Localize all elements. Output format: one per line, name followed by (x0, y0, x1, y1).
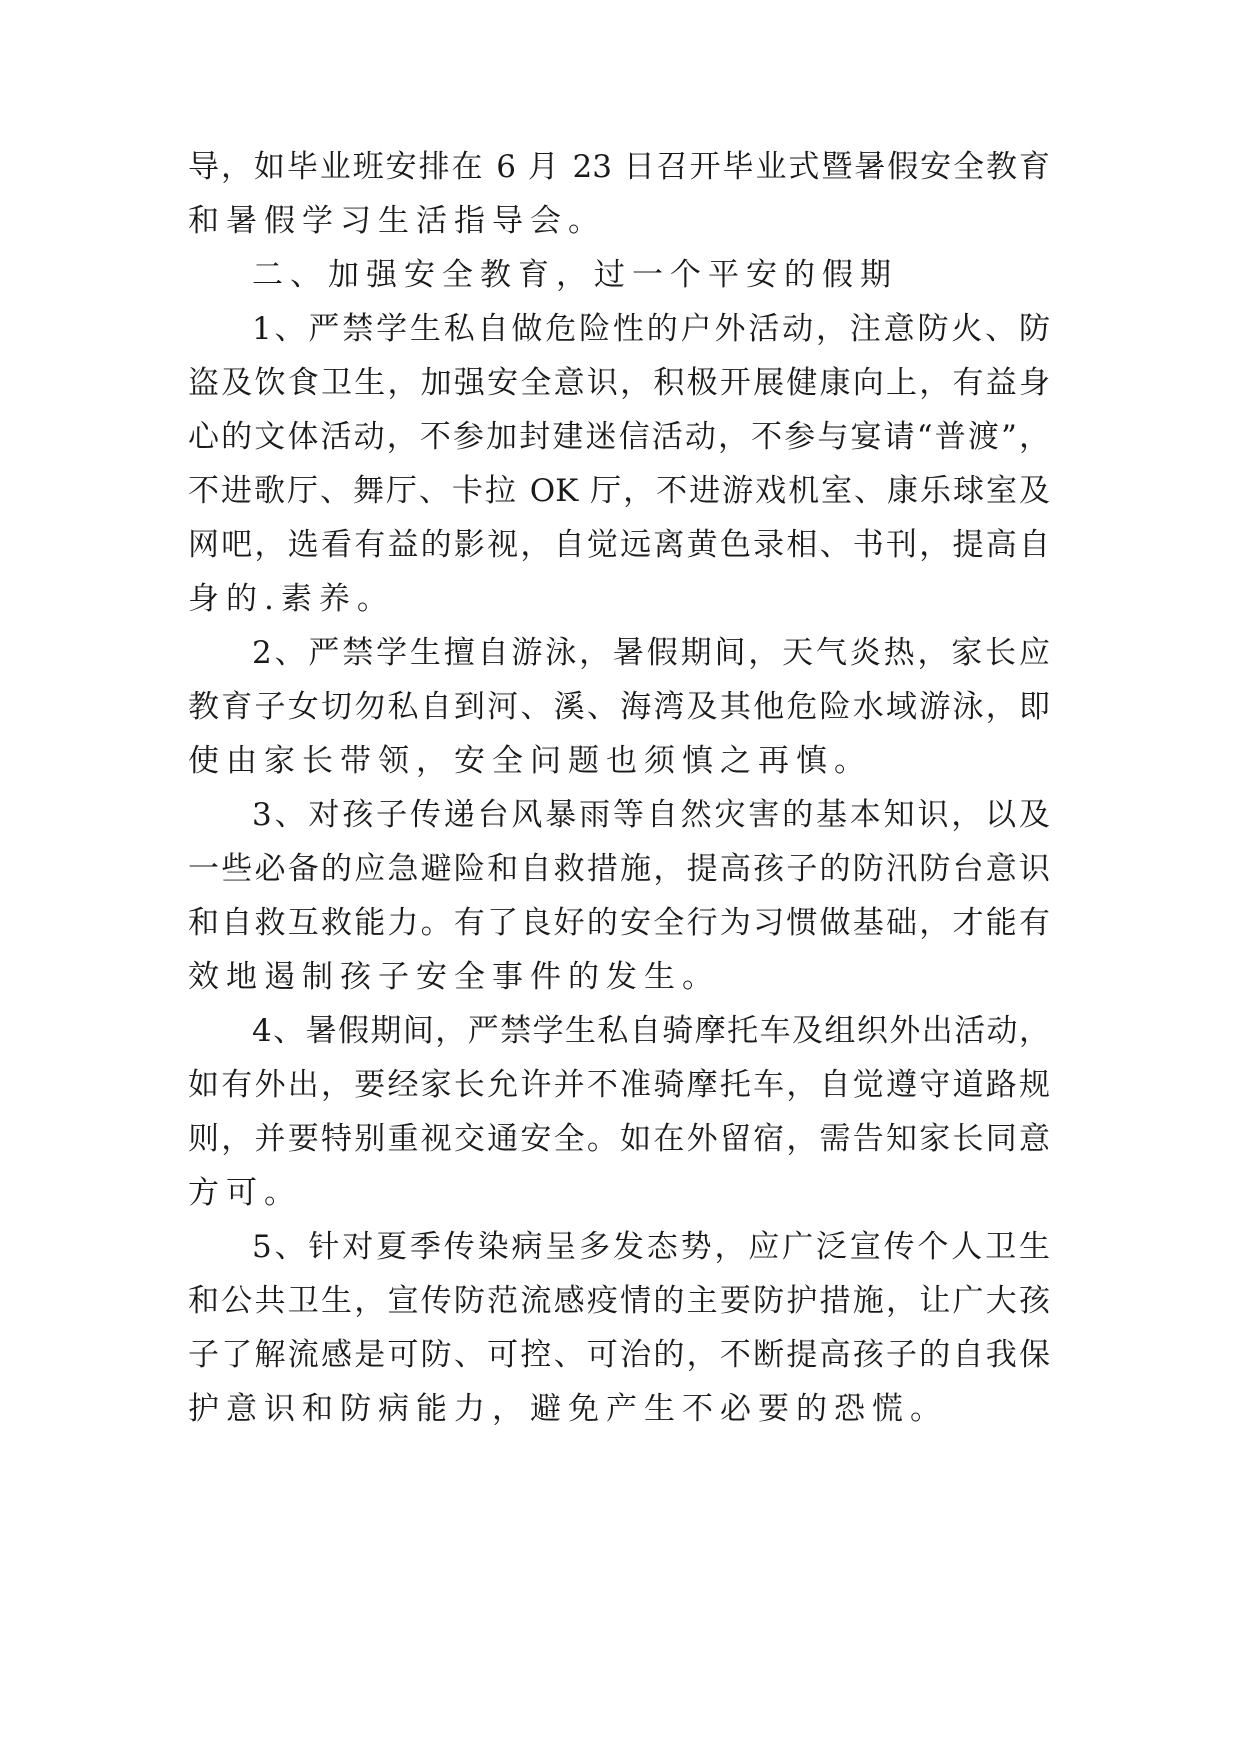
text-line: 和公共卫生，宣传防范流感疫情的主要防护措施，让广大孩 (188, 1283, 1050, 1319)
text-line: 3、对孩子传递台风暴雨等自然灾害的基本知识，以及 (252, 797, 1050, 833)
text-line: 2、严禁学生擅自游泳，暑假期间，天气炎热，家长应 (252, 635, 1050, 671)
text-line: 盗及饮食卫生，加强安全意识，积极开展健康向上，有益身 (188, 365, 1050, 401)
text-line: 教育子女切勿私自到河、溪、海湾及其他危险水域游泳，即 (188, 689, 1050, 725)
text-line: 4、暑假期间，严禁学生私自骑摩托车及组织外出活动， (252, 1013, 1050, 1049)
text-line: 心的文体活动，不参加封建迷信活动，不参与宴请“普渡”， (188, 419, 1050, 455)
text-line: 5、针对夏季传染病呈多发态势，应广泛宣传个人卫生 (252, 1229, 1050, 1265)
text-line: 一些必备的应急避险和自救措施，提高孩子的防汛防台意识 (188, 851, 1050, 887)
text-line: 1、严禁学生私自做危险性的户外活动，注意防火、防 (252, 311, 1050, 347)
text-line: 子了解流感是可防、可控、可治的，不断提高孩子的自我保 (188, 1337, 1050, 1373)
text-line: 不进歌厅、舞厅、卡拉 OK 厅，不进游戏机室、康乐球室及 (188, 473, 1050, 509)
text-line: 效地遏制孩子安全事件的发生。 (188, 959, 720, 995)
text-line: 使由家长带领，安全问题也须慎之再慎。 (188, 743, 872, 779)
text-line: 护意识和防病能力，避免产生不必要的恐慌。 (188, 1391, 948, 1427)
text-line: 如有外出，要经家长允许并不准骑摩托车，自觉遵守道路规 (188, 1067, 1050, 1103)
text-line: 身的.素养。 (188, 581, 395, 617)
text-line: 和暑假学习生活指导会。 (188, 203, 606, 239)
text-line: 方可。 (188, 1175, 302, 1211)
text-line: 和自救互救能力。有了良好的安全行为习惯做基础，才能有 (188, 905, 1050, 941)
text-line: 则，并要特别重视交通安全。如在外留宿，需告知家长同意 (188, 1121, 1050, 1157)
section-heading: 二、加强安全教育，过一个平安的假期 (252, 257, 898, 293)
text-line: 导，如毕业班安排在 6 月 23 日召开毕业式暨暑假安全教育 (188, 149, 1050, 185)
text-line: 网吧，选看有益的影视，自觉远离黄色录相、书刊，提高自 (188, 527, 1050, 563)
